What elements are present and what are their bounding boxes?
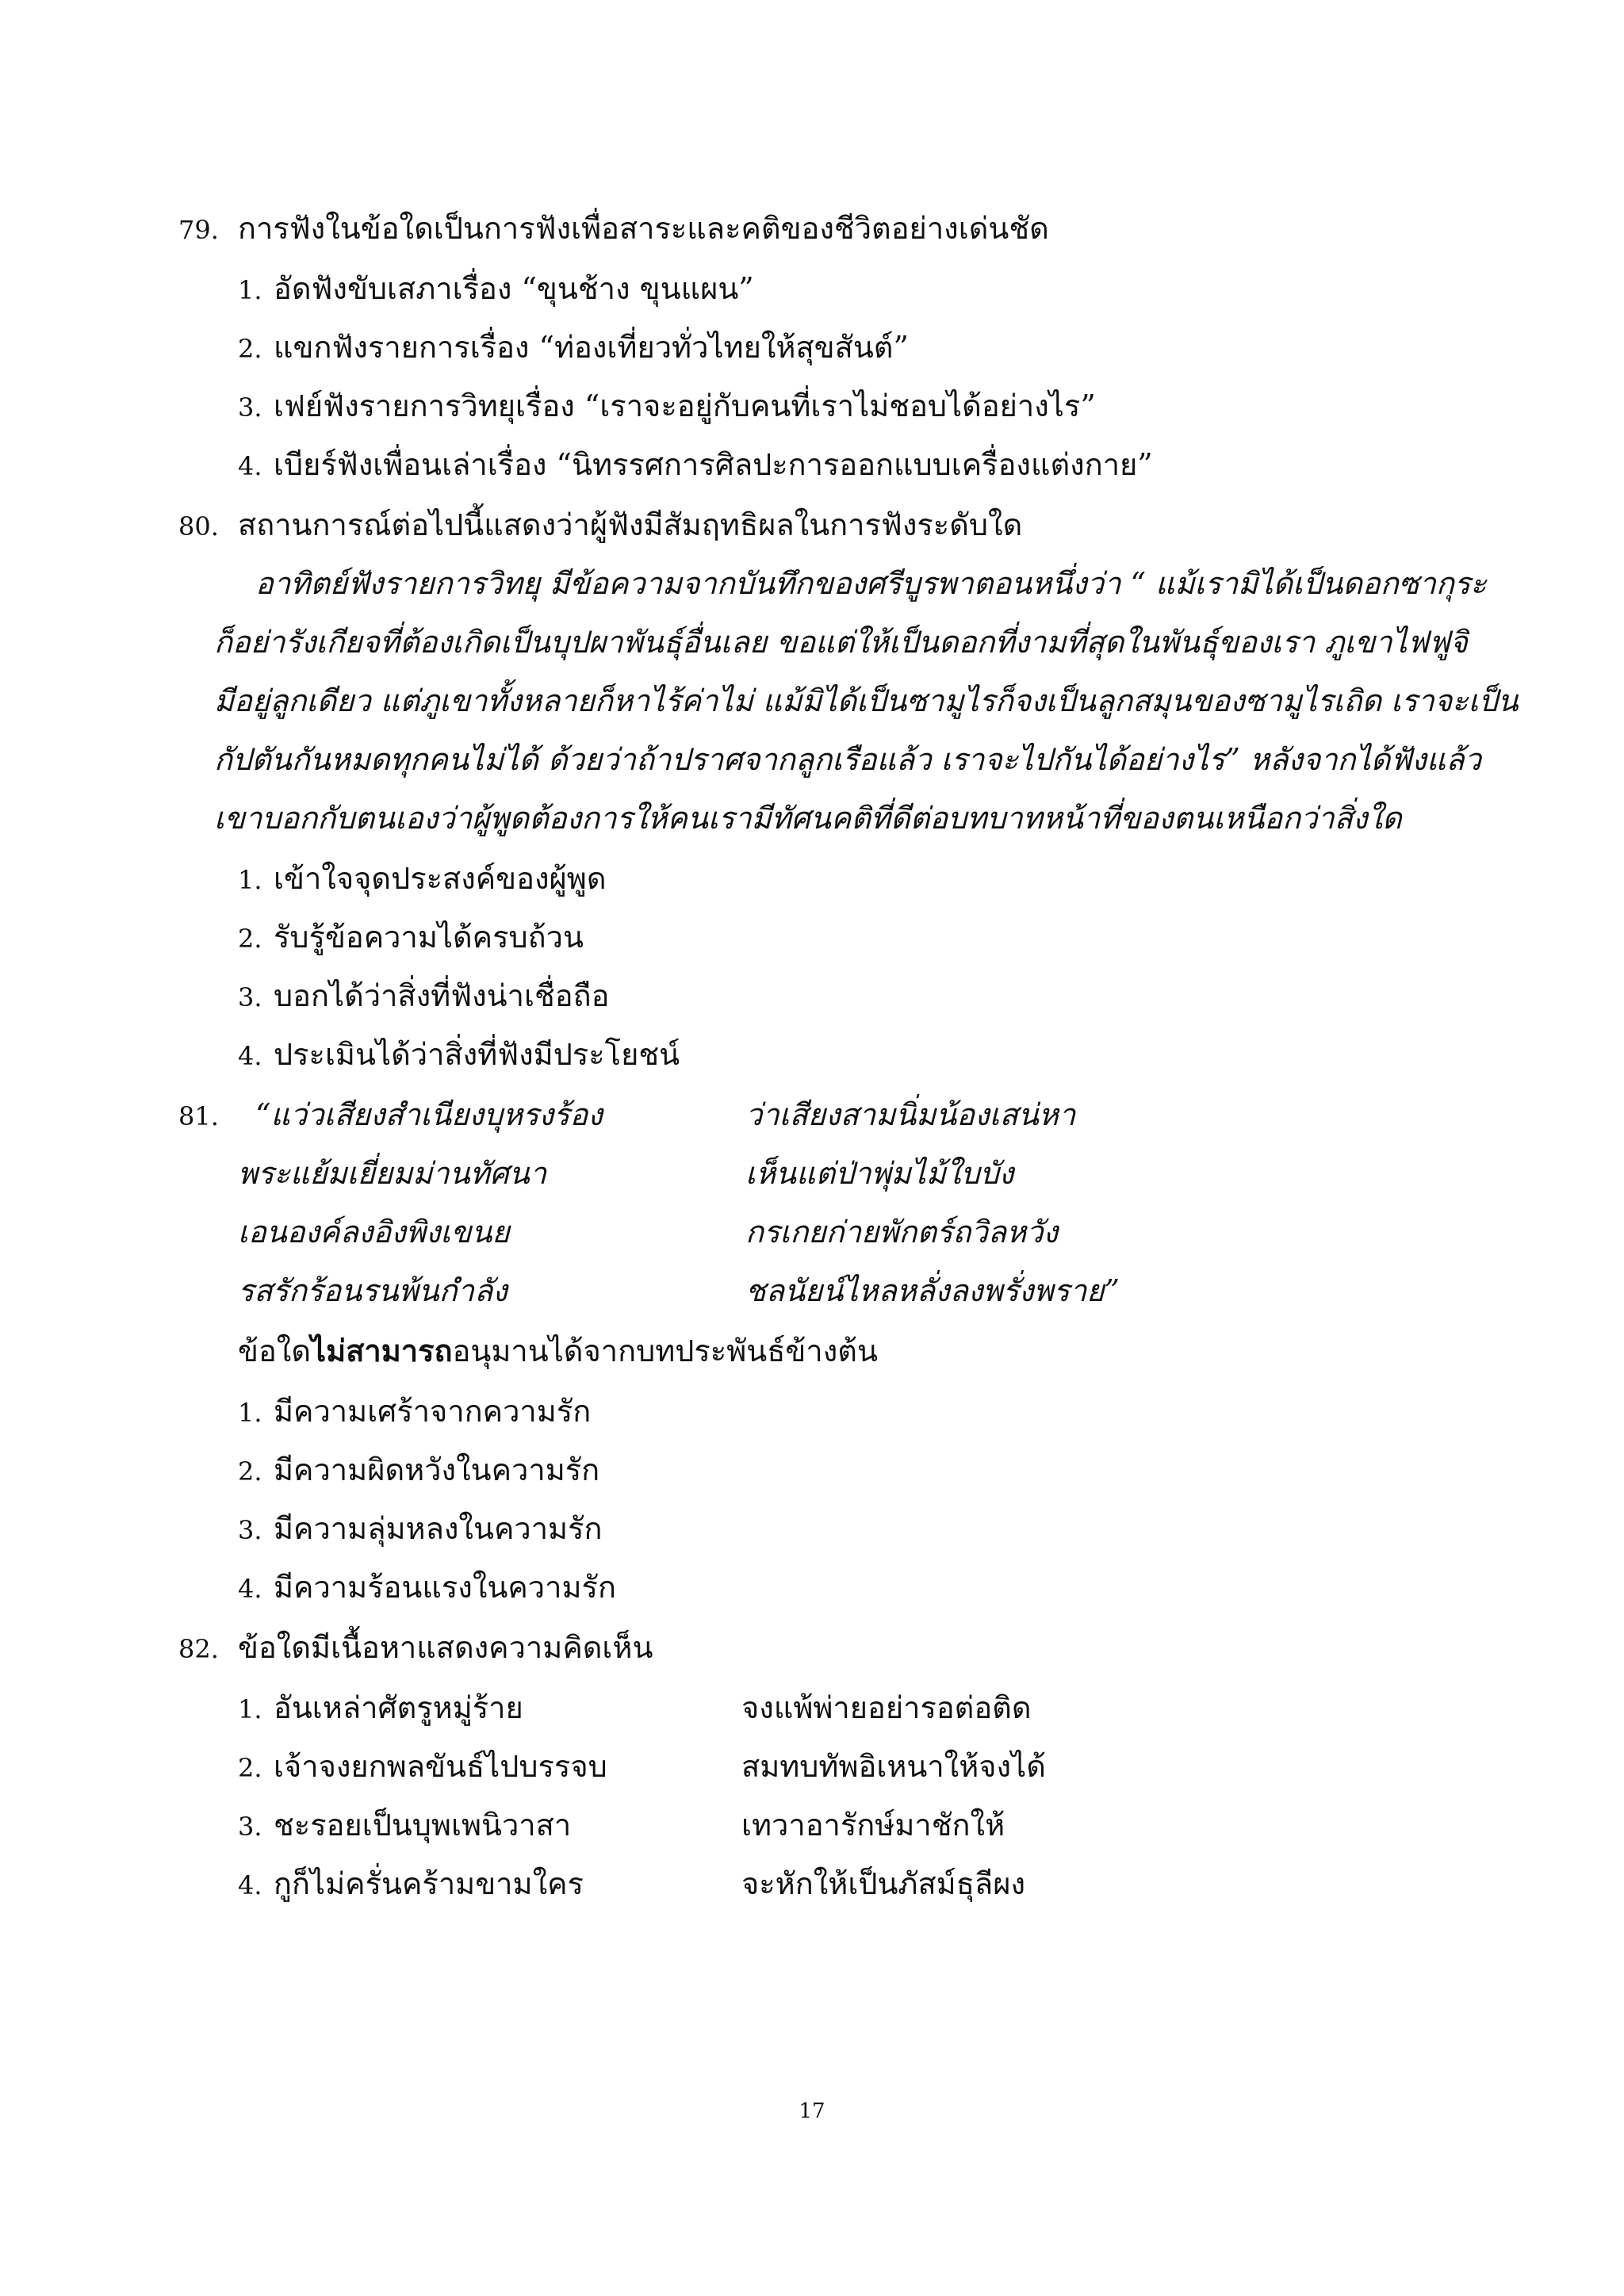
page-number: 17	[799, 2099, 825, 2123]
option-text-right: เทวาอารักษ์มาชักให้	[741, 1808, 1005, 1843]
question-number: 82.	[178, 1634, 219, 1664]
passage-line: กัปตันกันหมดทุกคนไม่ได้ ด้วยว่าถ้าปราศจากลูกเรือแล้ว เราจะไปกันได้อย่างไร” หลังจากได้ฟังแล้ว	[214, 742, 1481, 777]
poem-line-left: รสรักร้อนรนพ้นกำลัง	[238, 1273, 508, 1308]
option-text: มีความลุ่มหลงในความรัก	[274, 1511, 603, 1546]
option-number: 1.	[238, 865, 262, 895]
option-text: มีความผิดหวังในความรัก	[274, 1452, 600, 1487]
option-text-right: สมทบทัพอิเหนาให้จงได้	[741, 1749, 1046, 1784]
poem-line-right: เห็นแต่ป่าพุ่มไม้ใบบัง	[745, 1156, 1014, 1191]
poem-line-right: กรเกยก่ายพักตร์ถวิลหวัง	[745, 1215, 1059, 1249]
passage-line: เขาบอกกับตนเองว่าผู้พูดต้องการให้คนเรามีทัศนคติที่ดีต่อบทบาทหน้าที่ของตนเหนือกว่าสิ่งใด	[214, 801, 1402, 836]
option-number: 4.	[238, 451, 262, 481]
question-number: 81.	[178, 1101, 219, 1131]
option-number: 2.	[238, 924, 262, 954]
passage-line: ก็อย่ารังเกียจที่ต้องเกิดเป็นบุปผาพันธุ์อื่นเลย ขอแต่ให้เป็นดอกที่งามที่สุดในพันธุ์ของเรา ภูเขาไฟฟูจิ	[214, 625, 1468, 660]
option-number: 4.	[238, 1574, 262, 1604]
option-text-left: เจ้าจงยกพลขันธ์ไปบรรจบ	[274, 1749, 607, 1784]
option-number: 3.	[238, 392, 262, 423]
option-number: 4.	[238, 1041, 262, 1071]
poem-line-left: เอนองค์ลงอิงพิงเขนย	[238, 1215, 510, 1249]
question-text: ข้อใดมีเนื้อหาแสดงความคิดเห็น	[238, 1630, 653, 1665]
option-text: อัดฟังขับเสภาเรื่อง “ขุนช้าง ขุนแผน”	[274, 271, 754, 306]
option-text-right: จะหักให้เป็นภัสม์ธุลีผง	[741, 1866, 1026, 1901]
poem-line-left: พระแย้มเยี่ยมม่านทัศนา	[238, 1156, 547, 1191]
poem-line-right: ว่าเสียงสามนิ่มน้องเสน่หา	[745, 1097, 1076, 1132]
question-number: 80.	[178, 511, 219, 541]
option-number: 2.	[238, 1753, 262, 1783]
option-text-right: จงแพ้พ่ายอย่ารอต่อติด	[741, 1690, 1032, 1725]
question-text-before: ข้อใด	[238, 1334, 312, 1368]
poem-line-right: ชลนัยน์ไหลหลั่งลงพรั่งพราย”	[745, 1273, 1120, 1308]
option-text-left: ชะรอยเป็นบุพเพนิวาสา	[274, 1808, 572, 1843]
passage-line: มีอยู่ลูกเดียว แต่ภูเขาทั้งหลายก็หาไร้ค่าไม่ แม้มิได้เป็นซามูไรก็จงเป็นลูกสมุนของซามูไรเถิด เราจะเป็น	[214, 683, 1519, 718]
passage-line: อาทิตย์ฟังรายการวิทยุ มีข้อความจากบันทึกของศรีบูรพาตอนหนึ่งว่า “ แม้เรามิได้เป็นดอกซากุระ	[255, 566, 1487, 601]
option-text: แขกฟังรายการเรื่อง “ท่องเที่ยวทั่วไทยให้สุขสันต์”	[274, 330, 909, 365]
option-text: มีความร้อนแรงในความรัก	[274, 1570, 616, 1605]
question-text	[238, 1332, 878, 1370]
question-number: 79.	[178, 215, 219, 245]
option-number: 2.	[238, 1456, 262, 1487]
option-number: 3.	[238, 1515, 262, 1545]
option-text-left: อันเหล่าศัตรูหมู่ร้าย	[274, 1690, 523, 1725]
option-number: 4.	[238, 1870, 262, 1900]
option-number: 1.	[238, 1398, 262, 1428]
option-text: รับรู้ข้อความได้ครบถ้วน	[274, 920, 584, 955]
option-text-left: กูก็ไม่ครั่นคร้ามขามใคร	[274, 1866, 584, 1901]
question-text-emphasis: ไม่สามารถ	[311, 1333, 453, 1368]
option-number: 3.	[238, 982, 262, 1012]
option-text: มีความเศร้าจากความรัก	[274, 1394, 592, 1429]
option-number: 2.	[238, 334, 262, 364]
question-text-after: อนุมานได้จากบทประพันธ์ข้างต้น	[452, 1334, 878, 1368]
question-text: การฟังในข้อใดเป็นการฟังเพื่อสาระและคติของชีวิตอย่างเด่นชัด	[238, 211, 1049, 246]
option-number: 3.	[238, 1812, 262, 1842]
option-text: บอกได้ว่าสิ่งที่ฟังน่าเชื่อถือ	[274, 978, 610, 1013]
poem-line-left: “แว่วเสียงสำเนียงบุหรงร้อง	[255, 1097, 603, 1132]
option-text: เข้าใจจุดประสงค์ของผู้พูด	[274, 861, 607, 896]
option-text: ประเมินได้ว่าสิ่งที่ฟังมีประโยชน์	[274, 1037, 680, 1072]
option-number: 1.	[238, 1694, 262, 1724]
question-text: สถานการณ์ต่อไปนี้แสดงว่าผู้ฟังมีสัมฤทธิผลในการฟังระดับใด	[238, 507, 1023, 542]
option-number: 1.	[238, 275, 262, 305]
option-text: เบียร์ฟังเพื่อนเล่าเรื่อง “นิทรรศการศิลปะการออกแบบเครื่องแต่งกาย”	[274, 447, 1153, 482]
option-text: เฟย์ฟังรายการวิทยุเรื่อง “เราจะอยู่กับคนที่เราไม่ชอบได้อย่างไร”	[274, 388, 1096, 423]
